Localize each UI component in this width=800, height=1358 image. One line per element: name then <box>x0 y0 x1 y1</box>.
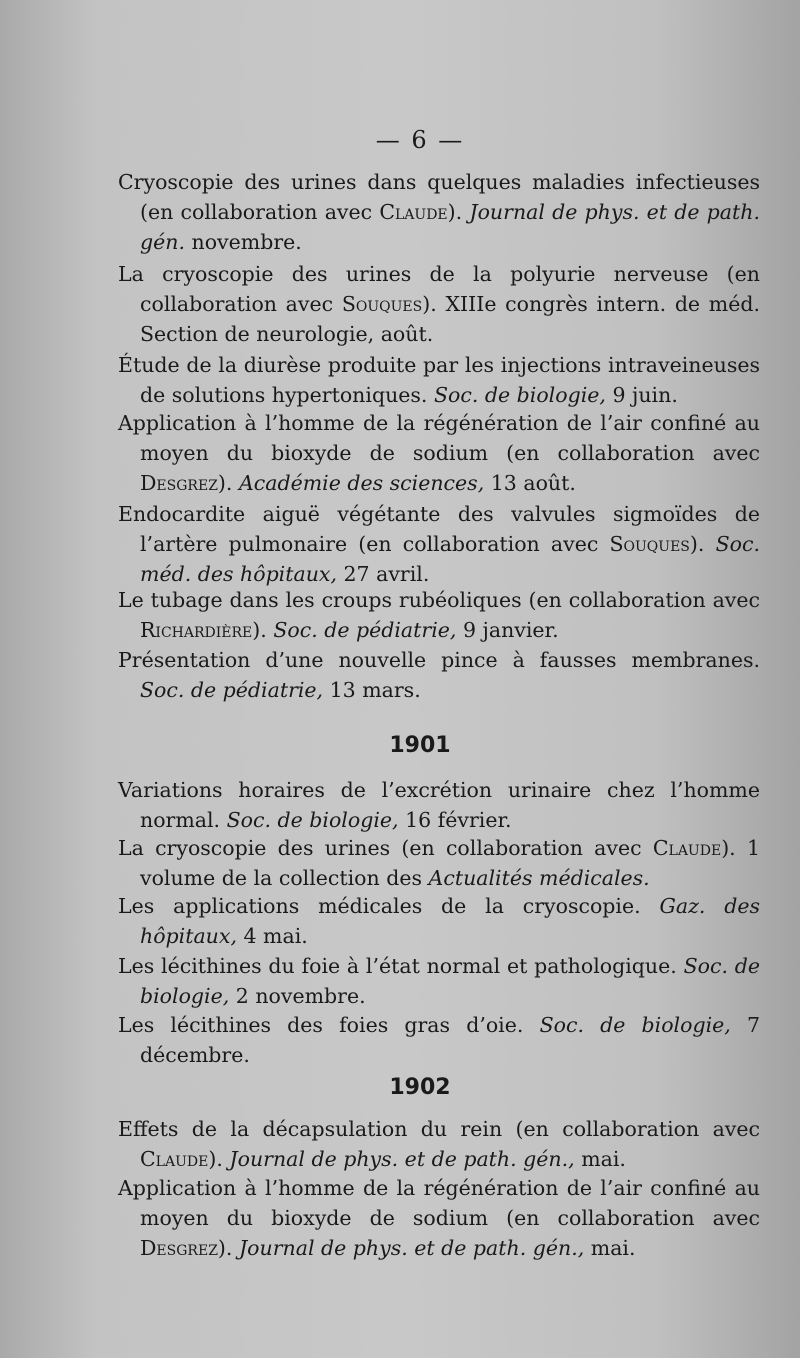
entry-text: Étude de la diurèse produite par les injections intraveineuses de solutions hypertoniques. <box>118 353 760 407</box>
entry-text: Application à l’homme de la régénération de l’air confiné au moyen du bioxyde de sodium (en collaboration avec <box>118 411 760 465</box>
journal-title: Actualités médicales. <box>428 866 650 890</box>
entry-text: Les applications médicales de la cryoscopie. <box>118 894 641 918</box>
entry-text: ). <box>217 1236 233 1260</box>
journal-title: Soc. de biologie, <box>226 808 399 832</box>
entry-date: mai. <box>590 1236 636 1260</box>
bibliography-entry <box>118 259 760 349</box>
bibliography-entry <box>118 891 760 951</box>
bibliography-entry <box>118 951 760 1011</box>
bibliography-entry <box>118 1010 760 1070</box>
entry-date: novembre. <box>191 230 302 254</box>
journal-title: Journal de phys. et de path. gén., <box>238 1236 585 1260</box>
entry-text: ). <box>689 532 705 556</box>
entry-text: La cryoscopie des urines de la polyurie nerveuse (en collaboration avec <box>118 262 760 316</box>
entry-text: Présentation d’une nouvelle pince à fausses membranes. <box>118 648 760 672</box>
coauthor: Claude <box>140 1147 209 1171</box>
page-number: — 6 — <box>375 126 465 154</box>
entry-date: 13 août. <box>490 471 576 495</box>
entry-text: ). 1 volume de la collection des <box>140 836 760 890</box>
journal-title: Soc. de biologie, <box>433 383 606 407</box>
entry-text: ). <box>208 1147 223 1171</box>
coauthor: Richardière <box>140 618 253 642</box>
bibliography-entry <box>118 350 760 410</box>
year-heading-1901: 1901 <box>389 733 451 758</box>
entry-date: 9 janvier. <box>462 618 559 642</box>
entry-date: 27 avril. <box>343 562 430 586</box>
journal-title: Soc. méd. des hôpitaux, <box>140 532 760 586</box>
bibliography-entry <box>118 167 760 257</box>
entry-date: mai. <box>581 1147 626 1171</box>
entry-text: Le tubage dans les croups rubéoliques (en collaboration avec <box>118 588 760 612</box>
bibliography-entry <box>118 645 760 705</box>
entry-text: La cryoscopie des urines (en collaboration avec <box>118 836 642 860</box>
bibliography-entry <box>118 585 760 645</box>
coauthor: Claude <box>379 200 448 224</box>
journal-title: Gaz. des hôpitaux, <box>140 894 760 948</box>
entry-text: Endocardite aiguë végétante des valvules sigmoïdes de l’artère pulmonaire (en collaboration avec <box>118 502 760 556</box>
coauthor: Souques <box>341 292 423 316</box>
bibliography-entry <box>118 775 760 835</box>
journal-title: Académie des sciences, <box>238 471 485 495</box>
coauthor: Desgrez <box>140 471 218 495</box>
entry-date: 2 novembre. <box>235 984 366 1008</box>
entry-text: ). <box>447 200 463 224</box>
bibliography-entry <box>118 499 760 589</box>
entry-text: ). <box>217 471 233 495</box>
entry-text: Cryoscopie des urines dans quelques maladies infectieuses (en collaboration avec <box>118 170 760 224</box>
entry-date: 7 décembre. <box>140 1013 760 1067</box>
entry-date: 9 juin. <box>612 383 678 407</box>
entry-date: 16 février. <box>405 808 512 832</box>
entry-text: Les lécithines des foies gras d’oie. <box>118 1013 524 1037</box>
year-heading-1902: 1902 <box>389 1075 451 1100</box>
entry-text: Application à l’homme de la régénération de l’air confiné au moyen du bioxyde de sodium (en collaboration avec <box>118 1176 760 1230</box>
bibliography-entry <box>118 833 760 893</box>
journal-title: Soc. de biologie, <box>539 1013 731 1037</box>
entry-date: 4 mai. <box>243 924 308 948</box>
journal-title: Journal de phys. et de path. gén. <box>140 200 760 254</box>
entry-text: ). <box>252 618 267 642</box>
journal-title: Journal de phys. et de path. gén., <box>229 1147 575 1171</box>
entry-text: Les lécithines du foie à l’état normal et pathologique. <box>118 954 677 978</box>
journal-title: Soc. de pédiatrie, <box>140 678 324 702</box>
coauthor: Claude <box>652 836 722 860</box>
entry-text: Variations horaires de l’excrétion urinaire chez l’homme normal. <box>118 778 760 832</box>
entry-date: 13 mars. <box>329 678 421 702</box>
coauthor: Souques <box>609 532 690 556</box>
bibliography-entry <box>118 1114 760 1174</box>
bibliography-entry <box>118 408 760 498</box>
bibliography-entry <box>118 1173 760 1263</box>
coauthor: Desgrez <box>140 1236 218 1260</box>
journal-title: Soc. de pédiatrie, <box>273 618 457 642</box>
entry-text: Effets de la décapsulation du rein (en collaboration avec <box>118 1117 760 1141</box>
journal-title: Soc. de biologie, <box>140 954 760 1008</box>
entry-text: ). XIIIe congrès intern. de méd. Section de neurologie, août. <box>140 292 760 346</box>
